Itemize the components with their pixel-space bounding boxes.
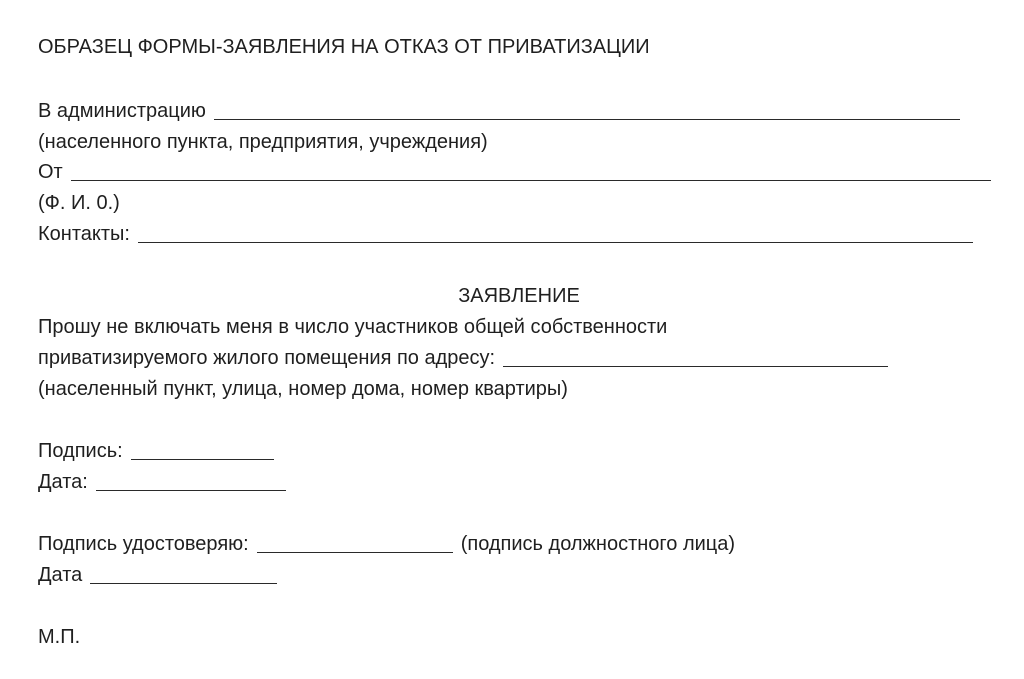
contacts-row xyxy=(38,220,973,248)
from-hint: (Ф. И. 0.) xyxy=(38,192,120,214)
from-row xyxy=(38,158,991,186)
signature-field[interactable] xyxy=(131,439,274,460)
form-title: ОБРАЗЕЦ ФОРМЫ-ЗАЯВЛЕНИЯ НА ОТКАЗ ОТ ПРИВАТИЗАЦИИ xyxy=(38,36,650,58)
date-label: Дата: xyxy=(38,471,88,493)
from-field[interactable] xyxy=(71,160,991,181)
from-hint-row xyxy=(38,189,120,217)
statement-line-1 xyxy=(38,313,667,341)
administration-field[interactable] xyxy=(214,99,960,120)
contacts-field[interactable] xyxy=(138,222,973,243)
contacts-label: Контакты: xyxy=(38,223,130,245)
administration-hint-row xyxy=(38,128,488,156)
certify-label: Подпись удостоверяю: xyxy=(38,533,249,555)
date-row xyxy=(38,468,286,496)
certify-date-label: Дата xyxy=(38,564,83,586)
certify-field[interactable] xyxy=(257,532,453,553)
statement-text-1: Прошу не включать меня в число участников общей собственности xyxy=(38,316,668,338)
address-hint: (населенный пункт, улица, номер дома, номер квартиры) xyxy=(38,378,568,400)
certify-row xyxy=(38,530,735,558)
statement-heading: ЗАЯВЛЕНИЕ xyxy=(458,285,580,307)
stamp-row xyxy=(38,623,80,651)
administration-row xyxy=(38,97,960,125)
date-field[interactable] xyxy=(96,470,286,491)
administration-label: В администрацию xyxy=(38,100,206,122)
certify-date-field[interactable] xyxy=(90,563,277,584)
certify-date-row xyxy=(38,561,277,589)
official-hint: (подпись должностного лица) xyxy=(460,533,736,555)
statement-text-2: приватизируемого жилого помещения по адресу: xyxy=(38,347,496,369)
address-hint-row xyxy=(38,375,568,403)
address-field[interactable] xyxy=(503,346,888,367)
from-label: От xyxy=(38,161,63,183)
form-title-row xyxy=(38,33,650,61)
stamp-label: М.П. xyxy=(38,626,81,648)
administration-hint: (населенного пункта, предприятия, учреждения) xyxy=(38,131,488,153)
statement-line-2 xyxy=(38,344,888,372)
signature-row xyxy=(38,437,274,465)
signature-label: Подпись: xyxy=(38,440,123,462)
